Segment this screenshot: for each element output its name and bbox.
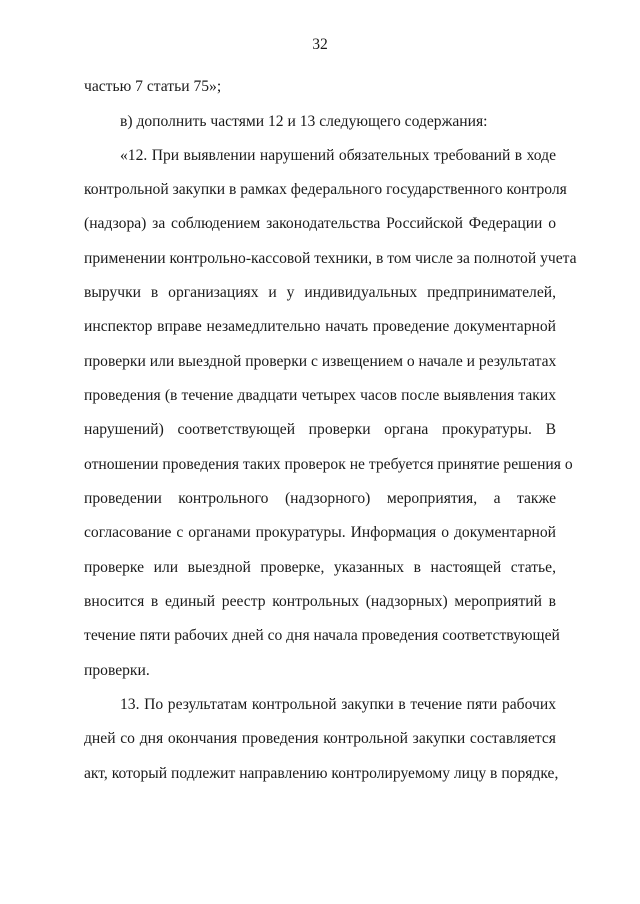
text-line: контрольной закупки в рамках федерального государственного контроля xyxy=(84,181,567,198)
page-number: 32 xyxy=(312,36,328,53)
text-line: проверки. xyxy=(84,662,150,679)
text-line: инспектор вправе незамедлительно начать проведение документарной xyxy=(84,318,556,335)
text-line: отношении проведения таких проверок не требуется принятие решения о xyxy=(84,456,573,473)
text-line: (надзора) за соблюдением законодательства Российской Федерации о xyxy=(84,215,556,232)
text-line: вносится в единый реестр контрольных (надзорных) мероприятий в xyxy=(84,593,556,610)
text-line: течение пяти рабочих дней со дня начала проведения соответствующей xyxy=(84,627,560,644)
text-line: акт, который подлежит направлению контролируемому лицу в порядке, xyxy=(84,765,559,782)
text-line: выручки в организациях и у индивидуальных предпринимателей, xyxy=(84,284,556,301)
text-line: проверке или выездной проверке, указанных в настоящей статье, xyxy=(84,559,556,576)
text-line: согласование с органами прокуратуры. Информация о документарной xyxy=(84,524,556,541)
text-line: применении контрольно-кассовой техники, в том числе за полнотой учета xyxy=(84,250,577,267)
text-line: в) дополнить частями 12 и 13 следующего содержания: xyxy=(120,113,488,130)
text-line: 13. По результатам контрольной закупки в течение пяти рабочих xyxy=(120,696,556,713)
text-line: проведения (в течение двадцати четырех часов после выявления таких xyxy=(84,387,556,404)
text-line: частью 7 статьи 75»; xyxy=(84,78,222,95)
text-line: дней со дня окончания проведения контрольной закупки составляется xyxy=(84,730,556,747)
text-line: проведении контрольного (надзорного) мероприятия, а также xyxy=(84,490,556,507)
text-line: нарушений) соответствующей проверки органа прокуратуры. В xyxy=(84,421,556,438)
text-line: «12. При выявлении нарушений обязательных требований в ходе xyxy=(120,147,556,164)
text-line: проверки или выездной проверки с извещением о начале и результатах xyxy=(84,353,557,370)
